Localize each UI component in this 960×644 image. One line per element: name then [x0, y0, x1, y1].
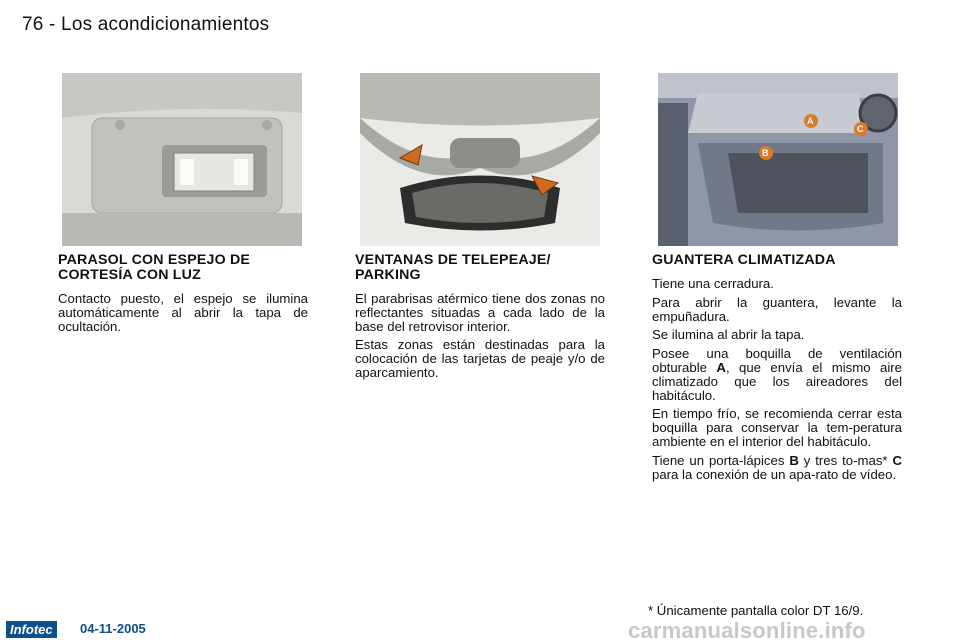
toll-window-section: [355, 253, 605, 385]
sun-visor-text: Contacto puesto, el espejo se ilumina automáticamente al abrir la tapa de ocultación.: [58, 291, 308, 334]
glove-box-photo: [658, 73, 898, 246]
glove-box-text-6: Tiene un porta-lápices B y tres to-mas* C para la conexión de un apa-rato de vídeo.: [652, 452, 902, 482]
glove-box-text-2: Para abrir la guantera, levante la empuñadura.: [652, 294, 902, 324]
print-date: 04-11-2005: [80, 621, 146, 636]
sun-visor-photo: [62, 73, 302, 246]
page-number: 76: [22, 14, 44, 35]
page-header: [22, 14, 269, 36]
watermark: carmanualsonline.info: [628, 618, 866, 643]
header-separator: -: [49, 14, 56, 35]
chapter-title: Los acondicionamientos: [61, 14, 270, 35]
photo-label-c: C: [857, 124, 864, 134]
glove-box-text-4: Posee una boquilla de ventilación obturable A, que envía el mismo aire climatizado que los aireadores del habitáculo.: [652, 346, 902, 403]
toll-window-title: VENTANAS DE TELEPEAJE/ PARKING: [355, 252, 551, 283]
glove-box-text-5: En tiempo frío, se recomienda cerrar esta boquilla para conservar la tem-peratura ambiente en el interior del habitáculo.: [652, 406, 902, 449]
sun-visor-section: [58, 253, 308, 338]
photo-label-a: A: [807, 116, 814, 126]
photo-label-b: B: [762, 148, 769, 158]
brand-logo: Infotec: [6, 621, 57, 638]
glove-box-text-1: Tiene una cerradura.: [652, 276, 774, 291]
toll-window-photo: [360, 73, 600, 246]
toll-window-text-2: Estas zonas están destinadas para la colocación de las tarjetas de peaje y/o de aparcamiento.: [355, 337, 605, 380]
glove-box-title: GUANTERA CLIMATIZADA: [652, 252, 836, 268]
glove-box-section: [652, 253, 902, 486]
glove-box-text-3: Se ilumina al abrir la tapa.: [652, 327, 805, 343]
sun-visor-title: PARASOL CON ESPEJO DE CORTESÍA CON LUZ: [58, 252, 251, 283]
footnote: * Únicamente pantalla color DT 16/9.: [648, 603, 864, 618]
toll-window-text-1: El parabrisas atérmico tiene dos zonas no reflectantes situadas a cada lado de la base del retrovisor interior.: [355, 291, 605, 334]
